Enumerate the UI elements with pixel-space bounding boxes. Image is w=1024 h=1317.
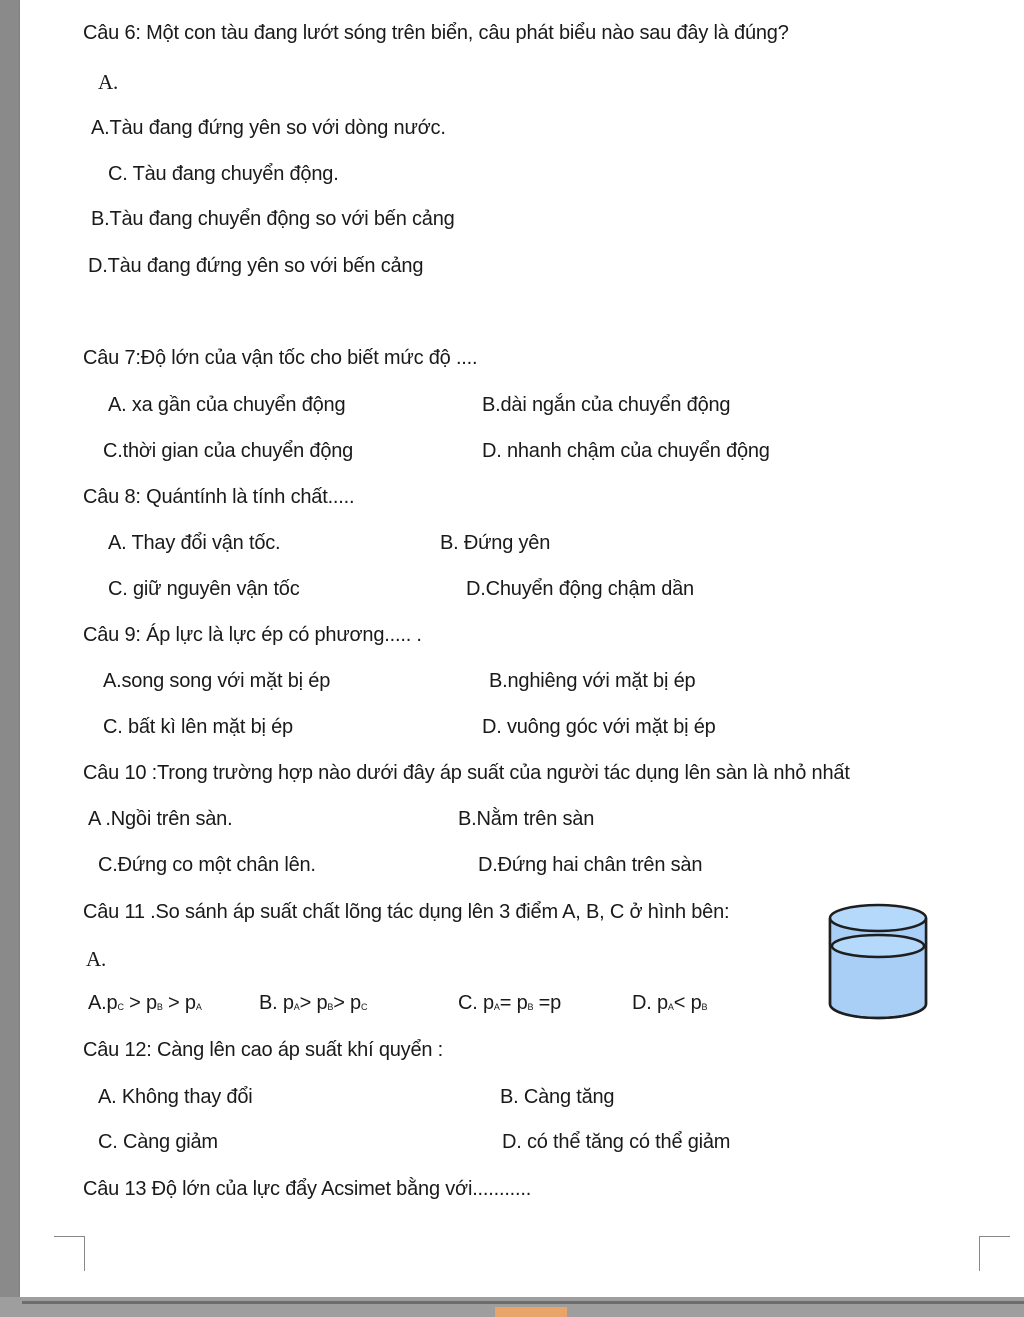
question-6-option-a: A.Tàu đang đứng yên so với dòng nước.: [91, 117, 446, 139]
subscript: A: [195, 1002, 202, 1012]
liquid-cylinder-figure: [826, 900, 930, 1022]
subscript: A: [667, 1002, 674, 1012]
option-a-prefix: A.: [88, 992, 107, 1014]
question-6-option-c: C. Tàu đang chuyển động.: [108, 163, 339, 185]
water-surface: [832, 935, 924, 957]
question-8: Câu 8: Quántính là tính chất.....: [83, 486, 355, 508]
question-6-option-d: D.Tàu đang đứng yên so với bến cảng: [88, 255, 424, 277]
question-10-option-a: A .Ngồi trên sàn.: [88, 808, 233, 830]
operator: >: [162, 992, 185, 1014]
question-7-option-c: C.thời gian của chuyển động: [103, 440, 354, 462]
question-12-option-c: C. Càng giảm: [98, 1131, 218, 1153]
p-symbol: p: [350, 992, 361, 1014]
question-8-option-b: B. Đứng yên: [440, 532, 551, 554]
option-d-prefix: D.: [632, 992, 657, 1014]
question-12-option-a: A. Không thay đổi: [98, 1086, 253, 1108]
p-symbol: p: [656, 992, 668, 1014]
question-6-blank: A.: [98, 70, 119, 94]
question-12-option-b: B. Càng tăng: [500, 1086, 615, 1108]
p-symbol: p: [482, 992, 494, 1014]
question-10-option-c: C.Đứng co một chân lên.: [98, 854, 316, 876]
operator: >: [123, 992, 146, 1014]
operator: =: [499, 992, 517, 1014]
subscript: B: [701, 1002, 708, 1012]
p-symbol: p: [184, 992, 196, 1014]
p-symbol: p: [145, 992, 157, 1014]
question-13: Câu 13 Độ lớn của lực đẩy Acsimet bằng với...........: [83, 1178, 532, 1200]
subscript: A: [293, 1002, 300, 1012]
question-10-option-d: D.Đứng hai chân trên sàn: [478, 854, 703, 876]
subscript: C: [360, 1002, 368, 1012]
question-6: Câu 6: Một con tàu đang lướt sóng trên biển, câu phát biểu nào sau đây là đúng?: [83, 22, 789, 44]
question-12: Câu 12: Càng lên cao áp suất khí quyển :: [83, 1039, 444, 1061]
question-8-option-c: C. giữ nguyên vận tốc: [108, 578, 300, 600]
p-symbol: p: [106, 992, 118, 1014]
question-8-option-a: A. Thay đổi vận tốc.: [108, 532, 281, 554]
operator: >: [333, 992, 351, 1014]
question-11: Câu 11 .So sánh áp suất chất lõng tác dụng lên 3 điểm A, B, C ở hình bên:: [83, 901, 730, 923]
question-9-option-d: D. vuông góc với mặt bị ép: [482, 716, 716, 738]
question-11-option-b: [259, 992, 367, 1015]
p-symbol: p: [690, 992, 702, 1014]
p-symbol: p: [316, 992, 328, 1014]
question-11-blank: A.: [86, 947, 107, 971]
question-10: Câu 10 :Trong trường hợp nào dưới đây áp suất của người tác dụng lên sàn là nhỏ nhất: [83, 762, 850, 784]
question-7-option-d: D. nhanh chậm của chuyển động: [482, 440, 770, 462]
question-6-option-b: B.Tàu đang chuyển động so với bến cảng: [91, 208, 455, 230]
question-7-option-b: B.dài ngắn của chuyển động: [482, 394, 731, 416]
question-7: Câu 7:Độ lớn của vận tốc cho biết mức độ ....: [83, 347, 478, 369]
question-9-option-b: B.nghiêng với mặt bị ép: [489, 670, 696, 692]
question-7-option-a: A. xa gần của chuyển động: [108, 394, 346, 416]
subscript: A: [493, 1002, 500, 1012]
crop-mark-right: [979, 1236, 1010, 1271]
option-c-prefix: C.: [458, 992, 483, 1014]
operator: <: [673, 992, 691, 1014]
question-11-option-d: [632, 992, 707, 1015]
question-11-option-c: [458, 992, 561, 1015]
question-9-option-a: A.song song với mặt bị ép: [103, 670, 331, 692]
subscript: B: [156, 1002, 163, 1012]
question-10-option-b: B.Nằm trên sàn: [458, 808, 595, 830]
crop-mark-left: [54, 1236, 85, 1271]
question-9: Câu 9: Áp lực là lực ép có phương..... .: [83, 624, 422, 646]
subscript: B: [327, 1002, 334, 1012]
page-separator: [22, 1301, 1024, 1304]
question-9-option-c: C. bất kì lên mặt bị ép: [103, 716, 293, 738]
subscript: C: [117, 1002, 124, 1012]
subscript: B: [527, 1002, 534, 1012]
operator: =p: [533, 992, 562, 1014]
p-symbol: p: [282, 992, 294, 1014]
option-b-prefix: B.: [259, 992, 283, 1014]
question-11-option-a: [88, 992, 202, 1015]
scroll-indicator[interactable]: [495, 1307, 567, 1317]
question-12-option-d: D. có thể tăng có thể giảm: [502, 1131, 731, 1153]
p-symbol: p: [516, 992, 528, 1014]
operator: >: [299, 992, 317, 1014]
cylinder-top-rim: [830, 905, 926, 931]
question-8-option-d: D.Chuyển động chậm dần: [466, 578, 694, 600]
